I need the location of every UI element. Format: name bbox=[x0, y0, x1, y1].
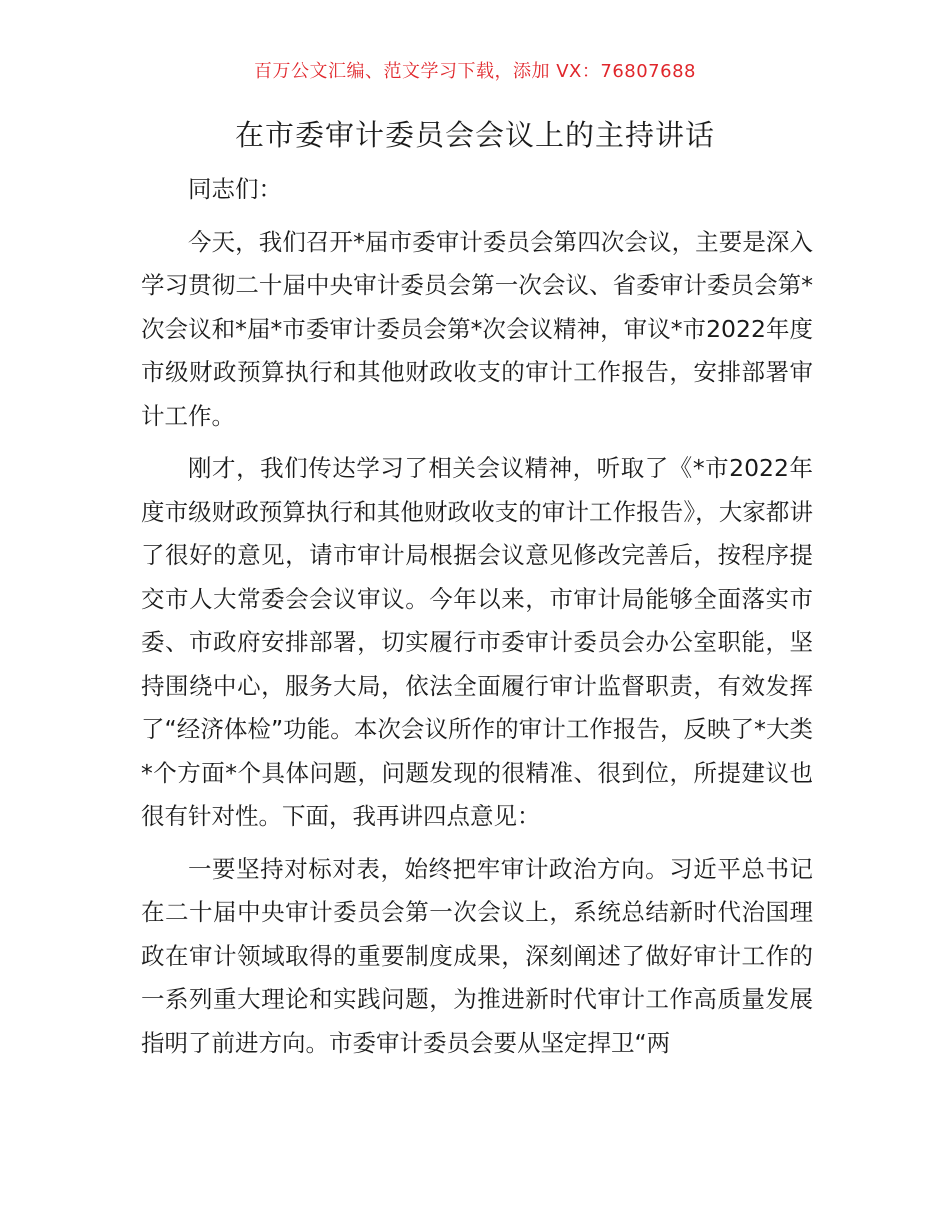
salutation: 同志们： bbox=[188, 175, 282, 203]
header-note: 百万公文汇编、范文学习下载，添加 VX：76807688 bbox=[254, 61, 696, 82]
paragraph-point-one: 一要坚持对标对表，始终把牢审计政治方向。习近平总书记在二十届中央审计委员会第一次会议上，系统总结新时代治国理政在审计领域取得的重要制度成果，深刻阐述了做好审计工作的一系列重大理论和实践问题，为推进新时代审计工作高质量发展指明了前进方向。市委审计委员会要从坚定捍卫“两 bbox=[141, 854, 813, 1057]
document-body bbox=[141, 168, 813, 1065]
document-title: 在市委审计委员会会议上的主持讲话 bbox=[234, 118, 715, 152]
paragraph-opening: 今天，我们召开*届市委审计委员会第四次会议，主要是深入学习贯彻二十届中央审计委员会第一次会议、省委审计委员会第*次会议和*届*市委审计委员会第*次会议精神，审议*市2022年度市级财政预算执行和其他财政收支的审计工作报告，安排部署审计工作。 bbox=[141, 227, 813, 430]
paragraph-review: 刚才，我们传达学习了相关会议精神，听取了《*市2022年度市级财政预算执行和其他财政收支的审计工作报告》，大家都讲了很好的意见，请市审计局根据会议意见修改完善后，按程序提交市人大常委会会议审议。今年以来，市审计局能够全面落实市委、市政府安排部署，切实履行市委审计委员会办公室职能，坚持围绕中心，服务大局，依法全面履行审计监督职责，有效发挥了“经济体检”功能。本次会议所作的审计工作报告，反映了*大类*个方面*个具体问题，问题发现的很精准、很到位，所提建议也很有针对性。下面，我再讲四点意见： bbox=[141, 454, 813, 830]
